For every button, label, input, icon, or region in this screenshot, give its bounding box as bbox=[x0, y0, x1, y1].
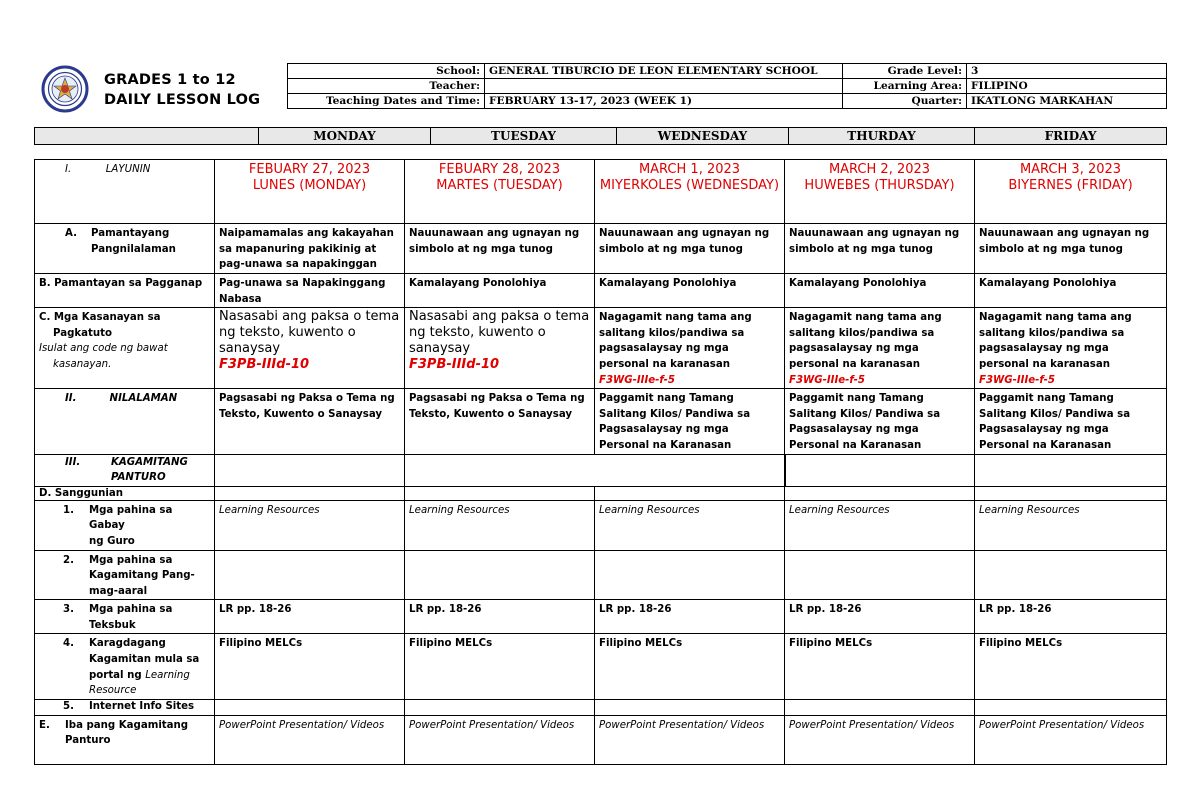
competency-code: F3PB-IIId-10 bbox=[409, 357, 500, 373]
label-line: Mga pahina sa Gabay bbox=[89, 504, 173, 532]
iba-pang-tuesday: PowerPoint Presentation/ Videos bbox=[405, 715, 595, 764]
sanggunian-friday bbox=[975, 486, 1167, 500]
day-name: LUNES (MONDAY) bbox=[252, 178, 367, 193]
kasanayan-friday bbox=[975, 308, 1167, 389]
date-cell-monday bbox=[215, 160, 405, 224]
layunin-number: I. bbox=[65, 164, 72, 175]
row-number: 1. bbox=[63, 504, 74, 516]
row-number: 5. bbox=[63, 700, 74, 712]
layunin-text: LAYUNIN bbox=[105, 164, 151, 175]
table-row bbox=[35, 500, 1167, 550]
pangnilalaman-friday: Nauunawaan ang ugnayan ng simbolo at ng mga tunog bbox=[975, 224, 1167, 274]
panturo-monday bbox=[215, 454, 405, 486]
table-row bbox=[35, 715, 1167, 764]
iba-pang-wednesday: PowerPoint Presentation/ Videos bbox=[595, 715, 785, 764]
school-value: GENERAL TIBURCIO DE LEON ELEMENTARY SCHOOL bbox=[485, 64, 843, 79]
mag-aaral-friday bbox=[975, 550, 1167, 600]
day-name: MARTES (TUESDAY) bbox=[436, 178, 563, 193]
pagganap-thursday: Kamalayang Ponolohiya bbox=[785, 274, 975, 308]
karagdagang-thursday: Filipino MELCs bbox=[785, 634, 975, 699]
row-number: II. bbox=[65, 393, 77, 405]
sanggunian-tuesday bbox=[405, 486, 595, 500]
teaching-dates-label: Teaching Dates and Time: bbox=[288, 94, 485, 109]
title-line-1: GRADES 1 to 12 bbox=[104, 72, 236, 88]
day-name: BIYERNES (FRIDAY) bbox=[1008, 178, 1133, 193]
label-text: NILALAMAN bbox=[109, 393, 178, 405]
competency-text: Nagagamit nang tama ang salitang kilos/pandiwa sa pagsasalaysay ng mga personal na karanasan bbox=[789, 312, 942, 370]
date-cell-thursday bbox=[785, 160, 975, 224]
competency-code: F3WG-IIIe-f-5 bbox=[789, 374, 865, 386]
row-number: 3. bbox=[63, 604, 74, 616]
competency-code: F3WG-IIIe-f-5 bbox=[599, 374, 675, 386]
internet-monday bbox=[215, 699, 405, 715]
teksbuk-friday: LR pp. 18-26 bbox=[975, 600, 1167, 634]
pamantayan-sa-pagganap-label: B. Pamantayan sa Pagganap bbox=[35, 274, 215, 308]
competency-code: F3WG-IIIe-f-5 bbox=[979, 374, 1055, 386]
label-line: Pamantayang bbox=[91, 228, 170, 239]
weekday-thursday: THURDAY bbox=[789, 128, 975, 145]
quarter-value: IKATLONG MARKAHAN bbox=[967, 94, 1167, 109]
karagdagang-friday: Filipino MELCs bbox=[975, 634, 1167, 699]
karagdagang-monday: Filipino MELCs bbox=[215, 634, 405, 699]
teksbuk-tuesday: LR pp. 18-26 bbox=[405, 600, 595, 634]
panturo-thursday bbox=[785, 454, 975, 486]
label-note: kasanayan. bbox=[53, 358, 112, 370]
gabay-guro-wednesday: Learning Resources bbox=[595, 500, 785, 550]
internet-wednesday bbox=[595, 699, 785, 715]
day-name: MIYERKOLES (WEDNESDAY) bbox=[599, 178, 780, 193]
kagamitang-panturo-label bbox=[35, 454, 215, 486]
header-info-table bbox=[287, 63, 1167, 109]
quarter-label: Quarter: bbox=[843, 94, 967, 109]
sanggunian-monday bbox=[215, 486, 405, 500]
row-number: III. bbox=[65, 456, 81, 468]
mag-aaral-tuesday bbox=[405, 550, 595, 600]
weekday-friday: FRIDAY bbox=[975, 128, 1167, 145]
weekday-wednesday: WEDNESDAY bbox=[617, 128, 789, 145]
internet-info-sites-label bbox=[35, 699, 215, 715]
nilalaman-label bbox=[35, 389, 215, 454]
table-row bbox=[35, 308, 1167, 389]
table-row bbox=[35, 600, 1167, 634]
date-cell-wednesday bbox=[595, 160, 785, 224]
gabay-guro-monday: Learning Resources bbox=[215, 500, 405, 550]
panturo-tuesday-wednesday bbox=[405, 454, 785, 486]
label-line: C. Mga Kasanayan sa bbox=[39, 312, 161, 324]
pagganap-monday: Pag-unawa sa Napakinggang Nabasa bbox=[215, 274, 405, 308]
label-line-italic: Learning bbox=[145, 669, 190, 681]
date: FEBUARY 28, 2023 bbox=[438, 162, 561, 177]
pangnilalaman-tuesday: Nauunawaan ang ugnayan ng simbolo at ng mga tunog bbox=[405, 224, 595, 274]
competency-text: Nasasabi ang paksa o tema ng teksto, kuwento o sanaysay bbox=[219, 309, 400, 357]
pagganap-tuesday: Kamalayang Ponolohiya bbox=[405, 274, 595, 308]
competency-code: F3PB-IIId-10 bbox=[219, 357, 310, 373]
date: MARCH 2, 2023 bbox=[828, 162, 931, 177]
nilalaman-wednesday: Paggamit nang Tamang Salitang Kilos/ Pandiwa sa Pagsasalaysay ng mga Personal na Karanasan bbox=[595, 389, 785, 454]
mag-aaral-wednesday bbox=[595, 550, 785, 600]
date: MARCH 3, 2023 bbox=[1019, 162, 1122, 177]
gabay-guro-label bbox=[35, 500, 215, 550]
title-line-2: DAILY LESSON LOG bbox=[104, 92, 261, 108]
pangnilalaman-monday: Naipamamalas ang kakayahan sa mapanuring pakikinig at pag-unawa sa napakinggan bbox=[215, 224, 405, 274]
kagamitang-mag-aaral-label bbox=[35, 550, 215, 600]
table-row bbox=[35, 699, 1167, 715]
label-text: Internet Info Sites bbox=[89, 700, 195, 712]
kasanayan-thursday bbox=[785, 308, 975, 389]
label-line: Mga pahina sa bbox=[89, 604, 173, 616]
pamantayang-pangnilalaman-label bbox=[35, 224, 215, 274]
label-line: Karagdagang bbox=[89, 638, 166, 650]
date: MARCH 1, 2023 bbox=[638, 162, 741, 177]
karagdagang-wednesday: Filipino MELCs bbox=[595, 634, 785, 699]
karagdagang-kagamitan-label bbox=[35, 634, 215, 699]
label-line: Kagamitang Pang- bbox=[89, 570, 195, 582]
kasanayan-monday bbox=[215, 308, 405, 389]
teksbuk-thursday: LR pp. 18-26 bbox=[785, 600, 975, 634]
layunin-label bbox=[35, 160, 215, 224]
school-label: School: bbox=[288, 64, 485, 79]
row-number: 2. bbox=[63, 554, 74, 566]
teksbuk-monday: LR pp. 18-26 bbox=[215, 600, 405, 634]
teacher-value bbox=[485, 79, 843, 94]
row-number: E. bbox=[39, 719, 50, 731]
internet-thursday bbox=[785, 699, 975, 715]
row-number: A. bbox=[65, 228, 77, 239]
pagganap-friday: Kamalayang Ponolohiya bbox=[975, 274, 1167, 308]
internet-friday bbox=[975, 699, 1167, 715]
lesson-log-table bbox=[34, 159, 1167, 765]
gabay-guro-friday: Learning Resources bbox=[975, 500, 1167, 550]
pangnilalaman-wednesday: Nauunawaan ang ugnayan ng simbolo at ng mga tunog bbox=[595, 224, 785, 274]
weekday-blank bbox=[35, 128, 259, 145]
weekday-header bbox=[34, 127, 1167, 145]
label-line: Pangnilalaman bbox=[91, 243, 176, 255]
date-cell-tuesday bbox=[405, 160, 595, 224]
teksbuk-label bbox=[35, 600, 215, 634]
sanggunian-thursday bbox=[785, 486, 975, 500]
mag-aaral-monday bbox=[215, 550, 405, 600]
nilalaman-tuesday: Pagsasabi ng Paksa o Tema ng Teksto, Kuwento o Sanaysay bbox=[405, 389, 595, 454]
label-note: Isulat ang code ng bawat bbox=[39, 343, 168, 355]
label-line: portal ng bbox=[89, 669, 146, 681]
gabay-guro-thursday: Learning Resources bbox=[785, 500, 975, 550]
label-line: KAGAMITANG bbox=[111, 456, 188, 468]
kasanayan-tuesday bbox=[405, 308, 595, 389]
competency-text: Nagagamit nang tama ang salitang kilos/pandiwa sa pagsasalaysay ng mga personal na karanasan bbox=[599, 312, 752, 370]
gabay-guro-tuesday: Learning Resources bbox=[405, 500, 595, 550]
kasanayan-label bbox=[35, 308, 215, 389]
iba-pang-kagamitan-label bbox=[35, 715, 215, 764]
internet-tuesday bbox=[405, 699, 595, 715]
grade-level-label: Grade Level: bbox=[843, 64, 967, 79]
learning-area-value: FILIPINO bbox=[967, 79, 1167, 94]
table-row bbox=[35, 160, 1167, 224]
day-name: HUWEBES (THURSDAY) bbox=[804, 178, 955, 193]
date: FEBUARY 27, 2023 bbox=[248, 162, 371, 177]
label-line: Panturo bbox=[65, 735, 111, 747]
table-row bbox=[35, 224, 1167, 274]
teacher-label: Teacher: bbox=[288, 79, 485, 94]
iba-pang-monday: PowerPoint Presentation/ Videos bbox=[215, 715, 405, 764]
date-cell-friday bbox=[975, 160, 1167, 224]
competency-text: Nagagamit nang tama ang salitang kilos/pandiwa sa pagsasalaysay ng mga personal na karanasan bbox=[979, 312, 1132, 370]
table-row bbox=[35, 454, 1167, 486]
table-row bbox=[35, 634, 1167, 699]
nilalaman-thursday: Paggamit nang Tamang Salitang Kilos/ Pandiwa sa Pagsasalaysay ng mga Personal na Karanasan bbox=[785, 389, 975, 454]
competency-text: Nasasabi ang paksa o tema ng teksto, kuwento o sanaysay bbox=[409, 309, 590, 357]
nilalaman-monday: Pagsasabi ng Paksa o Tema ng Teksto, Kuwento o Sanaysay bbox=[215, 389, 405, 454]
mag-aaral-thursday bbox=[785, 550, 975, 600]
label-line: Mga pahina sa bbox=[89, 554, 173, 566]
label-line: ng Guro bbox=[89, 535, 135, 547]
teaching-dates-value: FEBRUARY 13-17, 2023 (WEEK 1) bbox=[485, 94, 843, 109]
iba-pang-friday: PowerPoint Presentation/ Videos bbox=[975, 715, 1167, 764]
label-line: mag-aaral bbox=[89, 585, 148, 597]
table-row bbox=[35, 486, 1167, 500]
sanggunian-label: D. Sanggunian bbox=[35, 486, 215, 500]
label-line-italic: Resource bbox=[89, 685, 137, 697]
weekday-tuesday: TUESDAY bbox=[431, 128, 617, 145]
label-line: Teksbuk bbox=[89, 619, 136, 631]
row-number: 4. bbox=[63, 638, 74, 650]
kasanayan-wednesday bbox=[595, 308, 785, 389]
panturo-friday bbox=[975, 454, 1167, 486]
table-row bbox=[35, 389, 1167, 454]
deped-seal-icon bbox=[36, 65, 94, 113]
label-line: Pagkatuto bbox=[53, 327, 113, 339]
label-line: Kagamitan mula sa bbox=[89, 654, 200, 666]
teksbuk-wednesday: LR pp. 18-26 bbox=[595, 600, 785, 634]
sanggunian-wednesday bbox=[595, 486, 785, 500]
learning-area-label: Learning Area: bbox=[843, 79, 967, 94]
karagdagang-tuesday: Filipino MELCs bbox=[405, 634, 595, 699]
document-title bbox=[104, 70, 260, 110]
table-row bbox=[35, 550, 1167, 600]
pagganap-wednesday: Kamalayang Ponolohiya bbox=[595, 274, 785, 308]
pangnilalaman-thursday: Nauunawaan ang ugnayan ng simbolo at ng mga tunog bbox=[785, 224, 975, 274]
table-row bbox=[35, 274, 1167, 308]
iba-pang-thursday: PowerPoint Presentation/ Videos bbox=[785, 715, 975, 764]
grade-level-value: 3 bbox=[967, 64, 1167, 79]
label-line: PANTURO bbox=[111, 472, 166, 484]
nilalaman-friday: Paggamit nang Tamang Salitang Kilos/ Pandiwa sa Pagsasalaysay ng mga Personal na Karanasan bbox=[975, 389, 1167, 454]
label-line: Iba pang Kagamitang bbox=[65, 719, 189, 731]
weekday-monday: MONDAY bbox=[259, 128, 431, 145]
